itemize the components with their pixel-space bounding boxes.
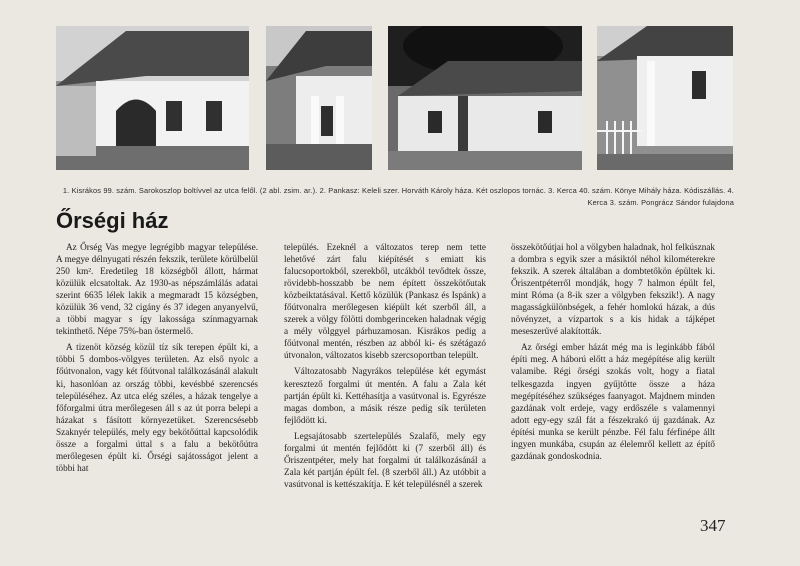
photo-pankasz-house xyxy=(266,26,372,170)
text-column-3 xyxy=(511,241,715,466)
photo-kerca-house-2 xyxy=(597,26,733,170)
paragraph: Legsajátosabb szertelepülés Szalafő, mely egy forgalmi út mentén fejlődött ki (7 szerből áll) és Őriszentpéter, mely hat forgalmi út találkozásánál a Zala két partján épült fel. (8 szerből áll.) Az utóbbit a vasútvonal is kettészakítja. E két településnél a szerek xyxy=(284,430,486,489)
paragraph: Az Őrség Vas megye legrégibb magyar települése. A megye délnyugati részén fekszik, területe körülbelül 250 km². Eredetileg 18 községből állott, hármat közülük elcsatoltak. Az 1930-as népszámlálás adatai szerint 6635 lélek lakik a megmaradt 15 községben, közülük 36 vend, 32 cigány és 37 idegen anyanyelvű, a többi magyar s így lakossága színmagyarnak tekinthető. Népe 75%-ban östermelő. xyxy=(56,242,258,337)
photo-caption: 1. Kisrákos 99. szám. Sarokoszlop boltívvel az utca felől. (2 abl. zsim. ar.). 2. Pankasz: Keleli szer. Horváth Károly háza. Két oszlopos tornác. 3. Kerca 40. szám. Könye Mihály háza. Kódiszállás. 4. Kerca 3. szám. Pongrácz Sándor fulajdona xyxy=(62,186,734,207)
paragraph: összekötőútjai hol a völgyben haladnak, hol felkúsznak a dombra s egyik szer a másiktól néhol kilométerekre fekszik. A szerek általában a dombtetőkön épültek ki. Őriszentpéterről mondják, hogy 7 halmon épült fel, mint Róma (a 8-ik szer a völgyben fekszik!). A nagy magasságkülönbségek, a fehér homlokú házak, a dús növényzet, a vízpartok s a kis hidak a tájképet meseszerűvé alakították. xyxy=(511,242,715,337)
photo-kisrakos-house xyxy=(56,26,249,170)
paragraph: Az őrségi ember házát még ma is leginkább fából építi meg. A háború előtt a ház megépítése alig került valamibe. Régi őrségi szokás volt, hogy a fiatal telkesgazda ingyen gyűjtötte össze a háza megépítéséhez szükséges faanyagot. Majdnem minden gazdának volt erdeje, vagy erdőszéle s valamennyi adott egy-egy szál fát a fészekrakó új gazdának. Az építési munka se került pénzbe. Fél falu férfinépe állt ingyen munkába, csupán az élelemről kellett az építő gazdának gondoskodnia. xyxy=(511,342,715,461)
photo-kerca-house xyxy=(388,26,582,170)
page-number: 347 xyxy=(700,516,726,535)
paragraph: A tizenöt község közül tíz sík terepen épült ki, a többi 5 dombos-völgyes területen. Az első nyolc a főútvonalon, vagy két főútvonal találkozásánál alakult ki, hasonlóan az ország többi, kevésbbé szerencsés településéhez. Az utca elég széles, a házak tengelye a főforgalmi útra merőlegesen áll s az út porra belepi a házakat s fásított környezetüket. Szerencsésebb Szaknyér település, mely egy bekötőúttal kapcsolódik össze a forgalmi úttal s a falu a bekötőútra merőlegesen épült ki. Őrségi sajátosságot jelent a többi hat xyxy=(56,342,258,473)
text-column-1 xyxy=(56,241,258,478)
text-column-2 xyxy=(284,241,486,494)
paragraph: település. Ezeknél a változatos terep nem tette lehetővé zárt falu kiépítését s emiatt kis falucsoportokból, szerekből, utcákból tevődtek össze, rövidebb-hosszabb be nem épített összekötőutak közbeiktatásával. Kettő közülük (Pankasz és Ispánk) a főútvonalra merőlegesen kiépült két szerből áll, a szerek a völgy fölötti dombgerinceken haladnak végig a mély völggyel párhuzamosan. Kisrákos pedig a főútvonal mentén, részben az abból ki- és szétágazó útvonalon, változatos kisebb szercsoportban települt. xyxy=(284,242,486,361)
paragraph: Változatosabb Nagyrákos települése két egymást keresztező forgalmi út mentén. A falu a Zala két partján épült ki. Kettéhasítja a vasútvonal is. Egyrésze magas dombon, a másik része pedig sík területen fejlődött ki. xyxy=(284,366,486,425)
article-title: Őrségi ház xyxy=(56,208,169,233)
